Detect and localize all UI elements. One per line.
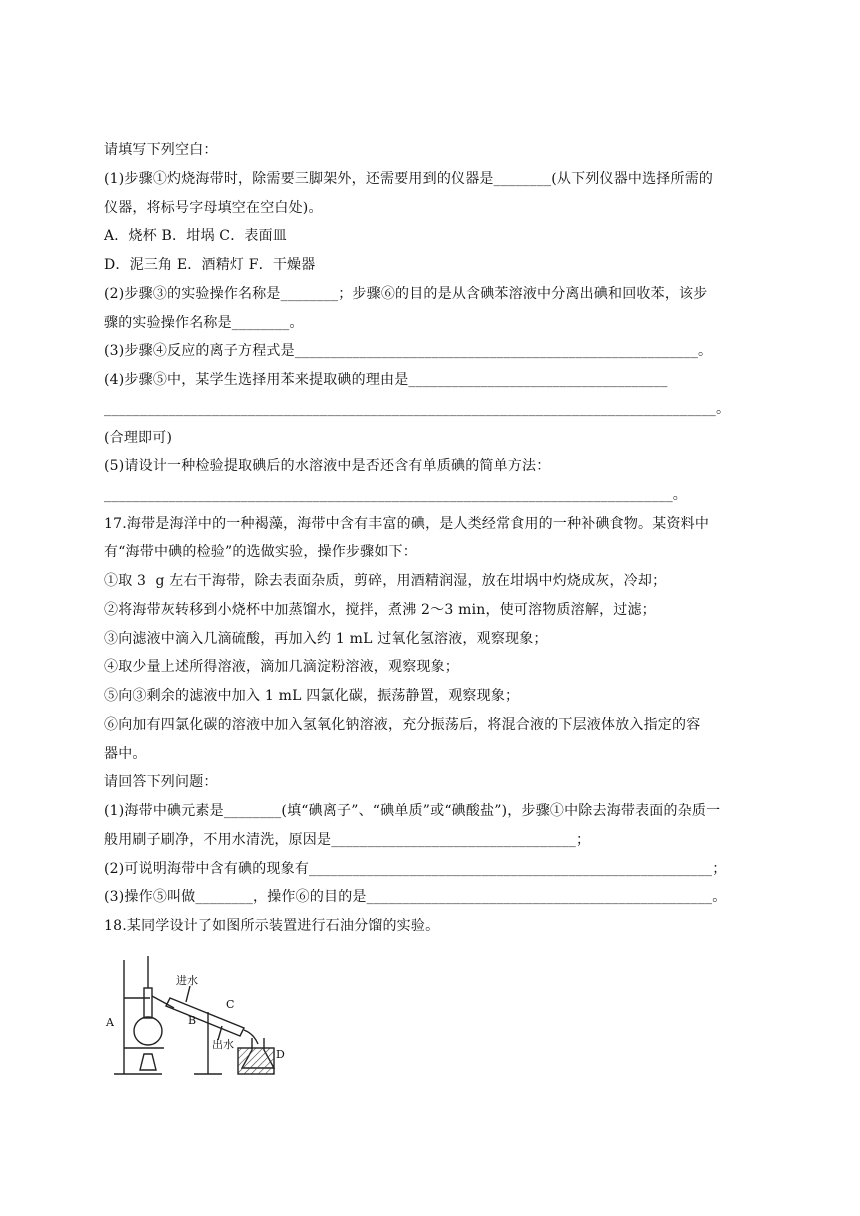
flask-bulb: [134, 1017, 162, 1045]
text-line: ⑤向③剩余的滤液中加入 1 mL 四氯化碳，振荡静置，观察现象；: [104, 688, 520, 704]
text-line: 骤的实验操作名称是________。: [104, 315, 304, 331]
text-line: ②将海带灰转移到小烧杯中加蒸馏水，搅拌，煮沸 2～3 min，使可溶物质溶解，过滤；: [104, 602, 656, 618]
water-inlet: [186, 986, 190, 1002]
text-line: (1)海带中碘元素是________(填“碘离子”、“碘单质”或“碘酸盐”)，步骤①中除去海带表面的杂质一: [104, 803, 721, 819]
text-line: (1)步骤①灼烧海带时，除需要三脚架外，还需要用到的仪器是________(从下列仪器中选择所需的: [104, 171, 714, 187]
text-line: 器中。: [104, 746, 147, 762]
text-line: 请填写下列空白：: [104, 142, 218, 158]
alcohol-lamp: [140, 1054, 156, 1070]
text-line: 请回答下列问题：: [104, 774, 218, 790]
text-line: (3)步骤④反应的离子方程式是________________________________________________________。: [104, 343, 713, 359]
text-line: ③向滤液中滴入几滴硫酸，再加入约 1 mL 过氧化氢溶液，观察现象；: [104, 631, 548, 647]
label-b: B: [188, 1014, 197, 1027]
text-line: _______________________________________________________________________________。: [104, 487, 687, 503]
text-line: 17.海带是海洋中的一种褐藻，海带中含有丰富的碘，是人类经常食用的一种补碘食物。某资料中: [104, 516, 710, 532]
text-line: 有“海带中碘的检验”的选做实验，操作步骤如下：: [104, 544, 417, 560]
label-in-water: 进水: [176, 974, 198, 987]
text-line: (5)请设计一种检验提取碘后的水溶液中是否还含有单质碘的简单方法：: [104, 458, 551, 474]
text-line: ④取少量上述所得溶液，滴加几滴淀粉溶液，观察现象；: [104, 659, 459, 675]
text-line: (合理即可): [104, 430, 173, 446]
label-a: A: [106, 1016, 114, 1029]
text-line: 仪器，将标号字母填空在空白处)。: [104, 200, 323, 216]
text-line: (2)可说明海带中含有碘的现象有________________________________________________________；: [104, 861, 727, 877]
support-block: [238, 1048, 274, 1074]
text-line: 般用刷子刷净，不用水清洗，原因是__________________________________；: [104, 832, 591, 848]
text-line: ⑥向加有四氯化碳的溶液中加入氢氧化钠溶液，充分振荡后，将混合液的下层液体放入指定的容: [104, 717, 701, 733]
text-line: (3)操作⑤叫做________，操作⑥的目的是________________________________________________。: [104, 889, 727, 905]
label-d: D: [276, 1048, 285, 1061]
distillation-apparatus-figure: [104, 952, 296, 1082]
text-line: 18.某同学设计了如图所示装置进行石油分馏的实验。: [104, 918, 440, 934]
text-line: (4)步骤⑤中，某学生选择用苯来提取碘的理由是____________________________________: [104, 372, 668, 388]
label-c: C: [226, 998, 235, 1011]
label-out-water: 出水: [212, 1038, 234, 1051]
text-line: ①取 3 g 左右干海带，除去表面杂质，剪碎，用酒精润湿，放在坩埚中灼烧成灰，冷却；: [104, 573, 667, 589]
flask-neck: [144, 988, 152, 1018]
text-line: D．泥三角 E．酒精灯 F．干燥器: [104, 257, 316, 273]
text-line: _____________________________________________________________________________________。: [104, 401, 731, 417]
text-line: A．烧杯 B．坩埚 C．表面皿: [104, 228, 288, 244]
text-line: (2)步骤③的实验操作名称是________；步骤⑥的目的是从含碘苯溶液中分离出碘和回收苯，该步: [104, 286, 708, 302]
adapter: [244, 1030, 258, 1044]
